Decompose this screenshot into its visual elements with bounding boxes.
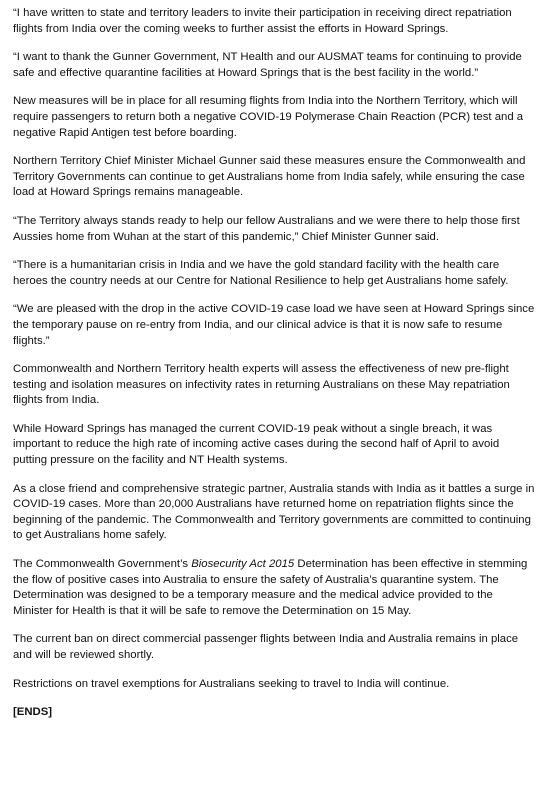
biosecurity-act-title: Biosecurity Act 2015 bbox=[191, 558, 295, 571]
press-release-body bbox=[13, 6, 535, 721]
paragraph: “There is a humanitarian crisis in India and we have the gold standard facility with the health care heroes the country needs at our Centre for National Resilience to help get Australians home safely. bbox=[13, 259, 509, 287]
paragraph: “I want to thank the Gunner Government, NT Health and our AUSMAT teams for continuing to provide safe and effective quarantine facilities at Howard Springs that is the best facility in the world.” bbox=[13, 51, 522, 79]
paragraph: “We are pleased with the drop in the active COVID-19 case load we have seen at Howard Springs since the temporary pause on re-entry from India, and our clinical advice is that it is now safe to resume flights.” bbox=[13, 303, 535, 347]
paragraph: Restrictions on travel exemptions for Australians seeking to travel to India will continue. bbox=[13, 677, 450, 690]
paragraph: As a close friend and comprehensive strategic partner, Australia stands with India as it battles a surge in COVID-19 cases. More than 20,000 Australians have returned home on repatriation flights since the beginning of the pandemic. The Commonwealth and Territory governments are committed to continuing to get Australians home safely. bbox=[13, 482, 535, 542]
ends-marker: [ENDS] bbox=[13, 706, 53, 719]
paragraph: “I have written to state and territory leaders to invite their participation in receiving direct repatriation flights from India over the coming weeks to further assist the efforts in Howard Springs. bbox=[13, 7, 512, 35]
biosecurity-text-after: Determination has been effective in stemming the flow of positive cases into Australia to ensure the safety of Australia’s quarantine system. The Determination was designed to be a temporary measure and the medical advice provided to the Minister for Health is that it will be safe to remove the Determination on 15 May. bbox=[13, 558, 528, 617]
paragraph: New measures will be in place for all resuming flights from India into the Northern Territory, which will require passengers to return both a negative COVID-19 Polymerase Chain Reaction (PCR) test and a negative Rapid Antigen test before boarding. bbox=[13, 95, 524, 139]
paragraph: “The Territory always stands ready to help our fellow Australians and we were there to help those first Aussies home from Wuhan at the start of this pandemic,” Chief Minister Gunner said. bbox=[13, 214, 520, 243]
paragraph: The current ban on direct commercial passenger flights between India and Australia remains in place and will be reviewed shortly. bbox=[13, 633, 519, 661]
paragraph: Northern Territory Chief Minister Michael Gunner said these measures ensure the Commonwealth and Territory Governments can continue to get Australians home from India safely, while ensuring the case load at Howard Springs remains manageable. bbox=[13, 155, 526, 199]
paragraph: While Howard Springs has managed the current COVID-19 peak without a single breach, it was important to reduce the high rate of incoming active cases during the second half of April to avoid putting pressure on the facility and NT Health systems. bbox=[13, 422, 500, 467]
biosecurity-text-before: The Commonwealth Government’s bbox=[13, 558, 192, 571]
biosecurity-paragraph bbox=[13, 557, 535, 619]
paragraph: Commonwealth and Northern Territory health experts will assess the effectiveness of new pre-flight testing and isolation measures on infectivity rates in returning Australians on these May repatriation flights from India. bbox=[13, 363, 510, 407]
